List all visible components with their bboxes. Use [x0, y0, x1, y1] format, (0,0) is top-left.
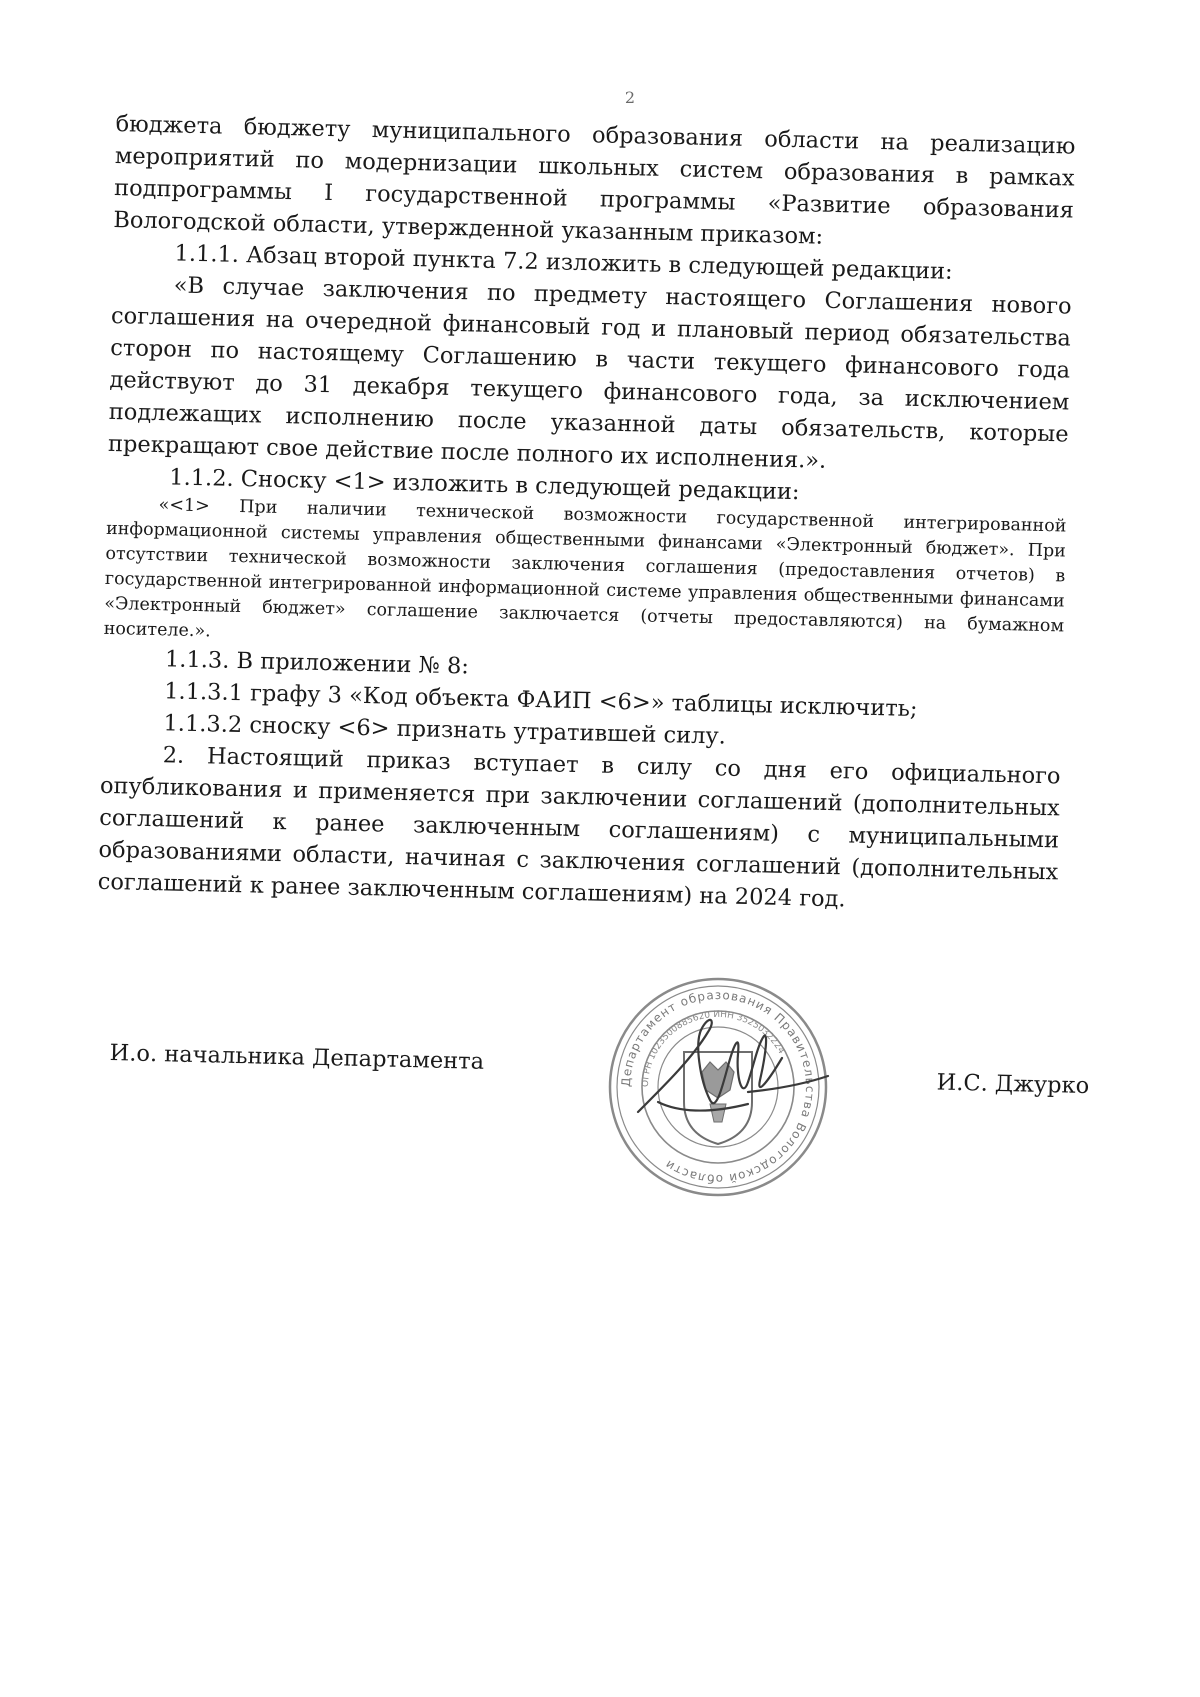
paragraph-quoted-revision: «В случае заключения по предмету настоящего Соглашения нового соглашения на очередной финансовый год и плановый период обязательства сторон по настоящему Соглашению в части текущего финансового года действуют до 31 декабря текущего финансового года, за исключением подлежащих исполнению после указанной даты обязательств, которые прекращают свое действие после полного их исполнения.». — [107, 272, 1072, 474]
item-1-1-3-1: 1.1.3.1 графу 3 «Код объекта ФАИП <6>» таблицы исключить; — [163, 678, 918, 723]
seal-codes-text: ОГРН 1023500885620 ИНН 3525032224 — [640, 1009, 787, 1088]
signatory-name: И.С. Джурко — [936, 1069, 1090, 1100]
footnote-text: «<1> При наличии технической возможности государственной интегрированной информационной системы управления общественными финансами «Электронный бюджет». При отсутствии технической возможности заключения соглашения (предоставления отчетов) в государственной интегрированной информационной системе управления общественными финансами «Электронный бюджет» соглашение заключается (отчеты предоставляются) на бумажном носителе.». — [103, 495, 1067, 642]
seal-ring-text: Департамент образования Правительства Вологодской области — [618, 987, 818, 1187]
page-number: 2 — [624, 88, 636, 107]
paragraph-item-1-1-1: 1.1.1. Абзац второй пункта 7.2 изложить в следующей редакции: — [174, 240, 953, 285]
document-body — [97, 108, 1075, 920]
item-1-1-3-2: 1.1.3.2 сноску <6> признать утратившей силу. — [163, 710, 727, 750]
item-1-1-3: 1.1.3. В приложении № 8: — [164, 646, 470, 680]
paragraph-budget-continuation: бюджета бюджету муниципального образования области на реализацию мероприятий по модернизации школьных систем образования в рамках подпрограммы I государственной программы «Развитие образования Вологодской области, утвержденной указанным приказом: — [113, 110, 1076, 250]
signatory-title: И.о. начальника Департамента — [109, 1040, 485, 1075]
paragraph-effective-date: 2. Настоящий приказ вступает в силу со дня его официального опубликования и применяется при заключении соглашений (дополнительных соглашений к ранее заключенным соглашениям) с муниципальными образованиями области, начиная с заключения соглашений (дополнительных соглашений к ранее заключенным соглашениям) на 2024 год. — [97, 742, 1061, 913]
paragraph-item-1-1-2: 1.1.2. Сноску <1> изложить в следующей редакции: — [169, 464, 800, 506]
official-seal-icon — [598, 962, 838, 1212]
